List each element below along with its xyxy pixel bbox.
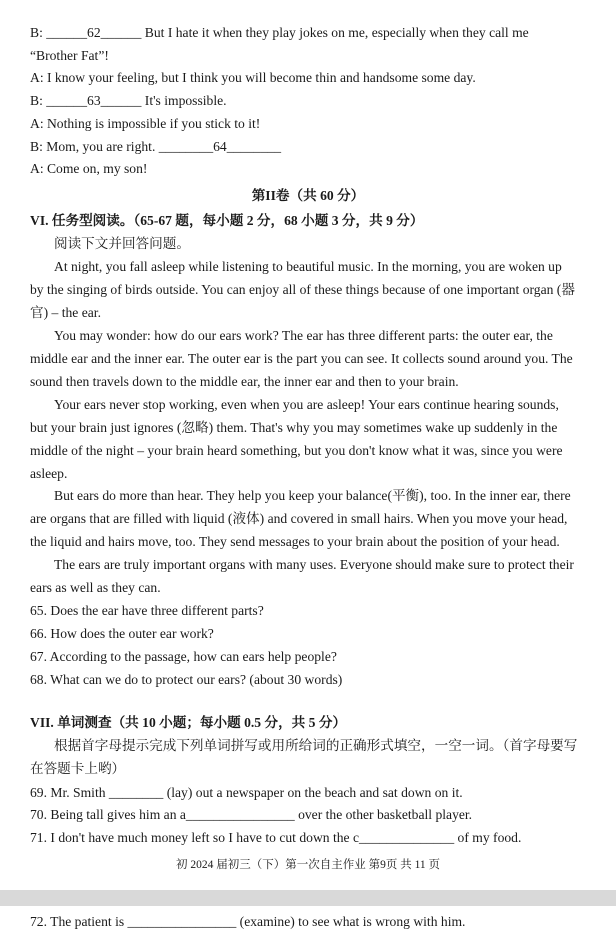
passage-line: the liquid and hairs move, too. They send messages to your brain about the position of your head.	[30, 534, 560, 549]
section7-instruction: 根据首字母提示完成下列单词拼写或用所给词的正确形式填空，一空一词。（首字母要写	[54, 738, 578, 753]
section7-title: VII. 单词测查（共 10 小题；每小题 0.5 分，共 5 分）	[30, 715, 347, 730]
question-item: 67. According to the passage, how can ears help people?	[30, 649, 337, 664]
dialogue-line: B: ______63______ It's impossible.	[30, 93, 227, 108]
passage-line: ears as well as they can.	[30, 580, 161, 595]
dialogue-line: B: ______62______ But I hate it when they play jokes on me, especially when they call me	[30, 25, 529, 40]
passage-line: Your ears never stop working, even when you are asleep! Your ears continue hearing sounds,	[54, 397, 559, 412]
passage-line: middle of the night – your brain heard something, but you don't know what it was, since you were	[30, 443, 563, 458]
word-item: 70. Being tall gives him an a________________ over the other basketball player.	[30, 807, 473, 822]
passage-line: are organs that are filled with liquid (液体) and covered in small hairs. When you move your head,	[30, 511, 568, 526]
question-item: 65. Does the ear have three different parts?	[30, 603, 264, 618]
passage-line: The ears are truly important organs with many uses. Everyone should make sure to protect their	[54, 557, 574, 572]
next-page	[0, 906, 616, 930]
dialogue-line: A: I know your feeling, but I think you will become thin and handsome some day.	[30, 70, 476, 85]
passage-line: At night, you fall asleep while listening to beautiful music. In the morning, you are woken up	[54, 259, 562, 274]
dialogue-line: A: Come on, my son!	[30, 161, 148, 176]
question-item: 66. How does the outer ear work?	[30, 626, 214, 641]
passage-line: But ears do more than hear. They help you keep your balance(平衡), too. In the inner ear, there	[54, 488, 571, 503]
dialogue-line: “Brother Fat”!	[30, 48, 109, 63]
page-separator	[0, 890, 616, 906]
word-item: 69. Mr. Smith ________ (lay) out a newspaper on the beach and sat down on it.	[30, 785, 463, 800]
section6-title: VI. 任务型阅读。（65-67 题，每小题 2 分，68 小题 3 分，共 9 分）	[30, 213, 424, 228]
page-footer: 初 2024 届初三（下）第一次自主作业 第9页 共 11 页	[175, 859, 441, 871]
passage-line: middle ear and the inner ear. The outer ear is the part you can see. It collects sound around you. The	[30, 351, 573, 366]
dialogue-line: A: Nothing is impossible if you stick to it!	[30, 116, 261, 131]
section6-instruction: 阅读下文并回答问题。	[54, 236, 190, 251]
passage-line: by the singing of birds outside. You can enjoy all of these things because of one important organ (器	[30, 282, 575, 297]
question-item: 68. What can we do to protect our ears? (about 30 words)	[30, 672, 343, 687]
passage-line: 官) – the ear.	[30, 305, 101, 320]
word-item: 71. I don't have much money left so I have to cut down the c______________ of my food.	[30, 830, 522, 845]
section7-instruction: 在答题卡上哟）	[30, 761, 126, 776]
word-item: 72. The patient is ________________ (examine) to see what is wrong with him.	[30, 914, 466, 929]
passage-line: asleep.	[30, 466, 68, 481]
passage-line: sound then travels down to the middle ear, the inner ear and then to your brain.	[30, 374, 459, 389]
section-title: 第II卷（共 60 分）	[251, 188, 365, 203]
passage-line: You may wonder: how do our ears work? The ear has three different parts: the outer ear, the	[54, 328, 553, 343]
dialogue-line: B: Mom, you are right. ________64________	[30, 139, 282, 154]
passage-line: but your brain just ignores (忽略) them. That's why you may sometimes wake up suddenly in the	[30, 420, 558, 435]
